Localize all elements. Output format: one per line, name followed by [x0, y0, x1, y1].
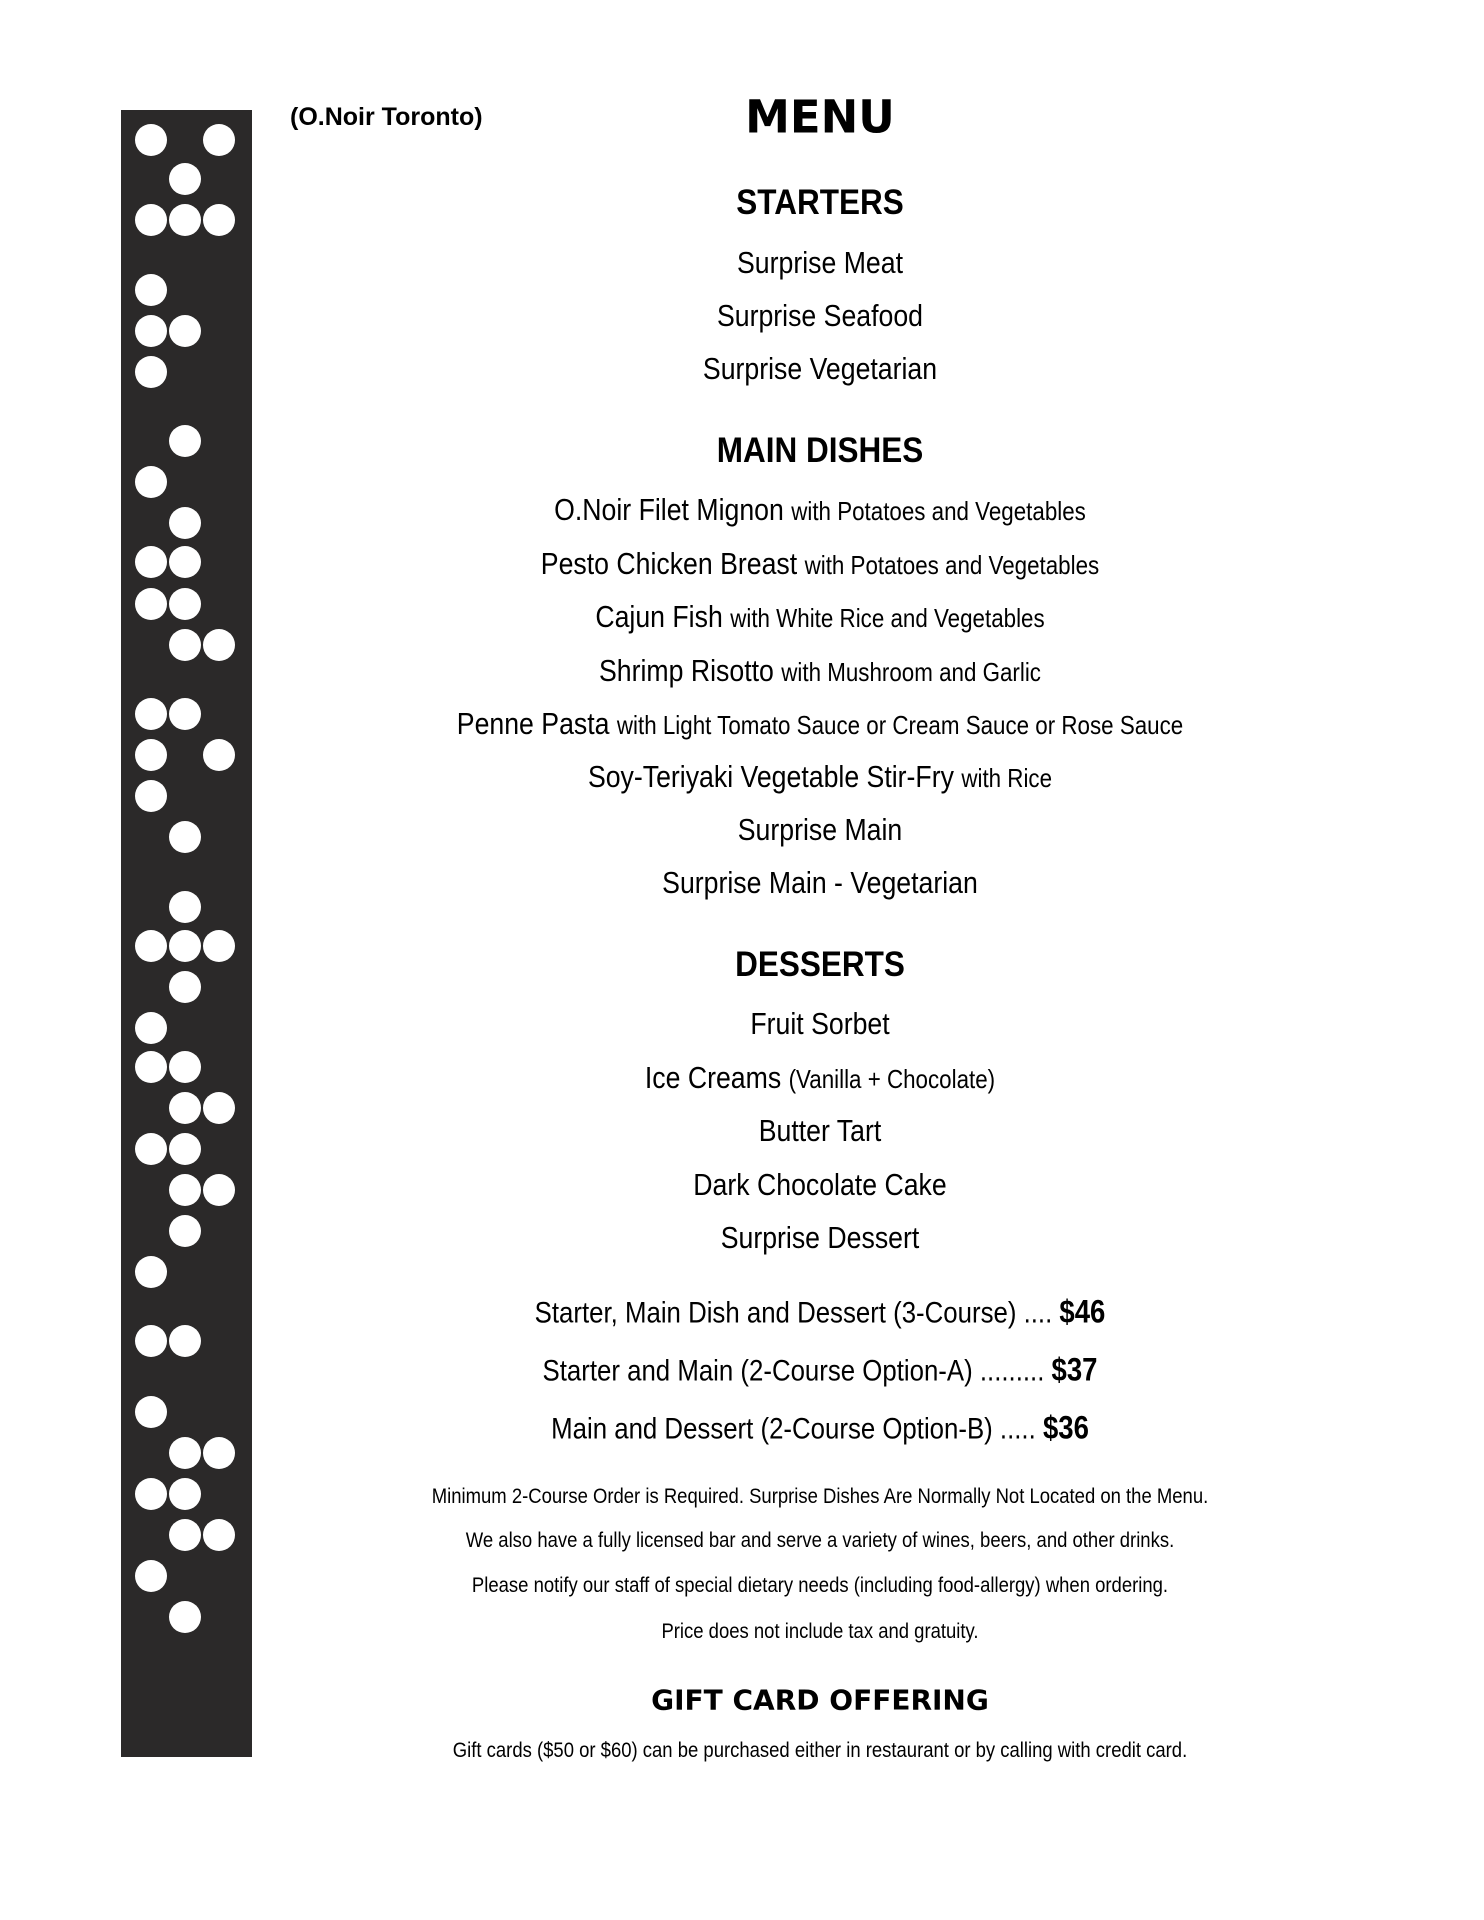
- price-value: $46: [1059, 1293, 1106, 1330]
- restaurant-name: (O.Noir Toronto): [290, 103, 483, 131]
- gift-card-text: Gift cards ($50 or $60) can be purchased either in restaurant or by calling with credit card.: [452, 1739, 1188, 1762]
- item-name: Surprise Main - Vegetarian: [662, 865, 978, 900]
- menu-item: [373, 1006, 1267, 1042]
- braille-dot: [169, 315, 201, 347]
- menu-item: [373, 1060, 1267, 1096]
- menu-item: [373, 1220, 1267, 1256]
- item-detail: with Potatoes and Vegetables: [791, 496, 1086, 526]
- braille-dot: [169, 1601, 201, 1633]
- note-line: Minimum 2-Course Order is Required. Surprise Dishes Are Normally Not Located on the Menu.: [431, 1485, 1209, 1508]
- braille-dot: [135, 698, 167, 730]
- item-name: Pesto Chicken Breast: [540, 546, 798, 581]
- braille-dot: [203, 739, 235, 771]
- menu-content: [300, 0, 1340, 1920]
- braille-dot: [135, 588, 167, 620]
- braille-dot: [203, 629, 235, 661]
- braille-dot: [135, 546, 167, 578]
- item-name: Surprise Vegetarian: [702, 351, 938, 386]
- braille-dot: [135, 124, 167, 156]
- main-dishes-heading: MAIN DISHES: [716, 431, 924, 470]
- braille-dot: [203, 930, 235, 962]
- braille-dot: [169, 821, 201, 853]
- braille-dot: [203, 1092, 235, 1124]
- item-name: Penne Pasta: [456, 706, 610, 741]
- gift-card-heading: GIFT CARD OFFERING: [651, 1683, 989, 1717]
- braille-dot: [135, 1256, 167, 1288]
- item-name: Surprise Dessert: [720, 1220, 920, 1255]
- braille-dot: [135, 204, 167, 236]
- braille-dot: [203, 124, 235, 156]
- price-value: $36: [1042, 1409, 1089, 1446]
- item-detail: with Potatoes and Vegetables: [804, 550, 1100, 580]
- item-name: Cajun Fish: [595, 599, 723, 634]
- braille-dots-graphic: [121, 110, 252, 1757]
- braille-dot: [169, 425, 201, 457]
- menu-item: [373, 245, 1267, 281]
- braille-dot: [135, 1133, 167, 1165]
- braille-dot: [169, 1133, 201, 1165]
- braille-dot: [169, 698, 201, 730]
- braille-dot: [203, 1174, 235, 1206]
- braille-dot: [169, 163, 201, 195]
- braille-dot: [169, 930, 201, 962]
- price-value: $37: [1051, 1351, 1098, 1388]
- braille-dot: [135, 356, 167, 388]
- braille-dot: [135, 1396, 167, 1428]
- braille-dot: [135, 1560, 167, 1592]
- braille-dot: [169, 546, 201, 578]
- price-label: Main and Dessert (2-Course Option-B) .....: [551, 1412, 1036, 1446]
- item-name: O.Noir Filet Mignon: [554, 492, 784, 527]
- price-line: [373, 1294, 1267, 1331]
- menu-item: [373, 865, 1267, 901]
- braille-dot: [169, 891, 201, 923]
- menu-item: [373, 1167, 1267, 1203]
- menu-item: [373, 492, 1267, 528]
- braille-dot: [169, 1051, 201, 1083]
- item-name: Shrimp Risotto: [599, 653, 774, 688]
- item-name: Soy-Teriyaki Vegetable Stir-Fry: [587, 759, 954, 794]
- item-detail: with Mushroom and Garlic: [781, 657, 1041, 687]
- braille-dot: [203, 1437, 235, 1469]
- braille-dot: [135, 1012, 167, 1044]
- starters-heading: STARTERS: [736, 183, 904, 222]
- braille-dot: [135, 466, 167, 498]
- price-line: [373, 1410, 1267, 1447]
- menu-item: [373, 599, 1267, 635]
- menu-item: [373, 706, 1267, 742]
- braille-dot: [169, 1519, 201, 1551]
- item-name: Ice Creams: [644, 1060, 782, 1095]
- item-name: Surprise Seafood: [716, 298, 923, 333]
- item-detail: with White Rice and Vegetables: [730, 603, 1045, 633]
- braille-dot: [169, 507, 201, 539]
- price-label: Starter, Main Dish and Dessert (3-Course) ....: [534, 1296, 1053, 1330]
- braille-dot: [169, 971, 201, 1003]
- item-name: Surprise Meat: [737, 245, 903, 280]
- menu-item: [373, 759, 1267, 795]
- menu-item: [373, 546, 1267, 582]
- item-name: Fruit Sorbet: [750, 1006, 890, 1041]
- menu-item: [373, 298, 1267, 334]
- braille-decoration-strip: [121, 110, 252, 1757]
- braille-dot: [135, 739, 167, 771]
- price-label: Starter and Main (2-Course Option-A) .........: [542, 1354, 1045, 1388]
- item-name: Butter Tart: [758, 1113, 882, 1148]
- braille-dot: [135, 1478, 167, 1510]
- note-line: Please notify our staff of special dietary needs (including food-allergy) when ordering.: [471, 1574, 1169, 1597]
- braille-dot: [169, 204, 201, 236]
- braille-dot: [169, 1437, 201, 1469]
- braille-dot: [169, 629, 201, 661]
- item-name: Dark Chocolate Cake: [693, 1167, 947, 1202]
- braille-dot: [135, 274, 167, 306]
- braille-dot: [203, 1519, 235, 1551]
- item-name: Surprise Main: [737, 812, 903, 847]
- item-detail: with Rice: [961, 763, 1053, 793]
- braille-dot: [135, 1051, 167, 1083]
- braille-dot: [135, 1325, 167, 1357]
- menu-item: [373, 653, 1267, 689]
- braille-dot: [169, 1325, 201, 1357]
- braille-dot: [135, 780, 167, 812]
- menu-item: [373, 1113, 1267, 1149]
- item-detail: (Vanilla + Chocolate): [788, 1064, 996, 1094]
- menu-item: [373, 812, 1267, 848]
- desserts-heading: DESSERTS: [735, 945, 905, 984]
- item-detail: with Light Tomato Sauce or Cream Sauce or Rose Sauce: [616, 710, 1184, 740]
- braille-dot: [169, 1174, 201, 1206]
- braille-dot: [135, 930, 167, 962]
- price-line: [373, 1352, 1267, 1389]
- note-line: Price does not include tax and gratuity.: [661, 1620, 979, 1643]
- braille-dot: [169, 588, 201, 620]
- menu-item: [373, 351, 1267, 387]
- braille-dot: [135, 315, 167, 347]
- braille-dot: [169, 1478, 201, 1510]
- braille-dot: [203, 204, 235, 236]
- braille-dot: [169, 1215, 201, 1247]
- menu-title: MENU: [745, 90, 895, 144]
- braille-dot: [169, 1092, 201, 1124]
- note-line: We also have a fully licensed bar and serve a variety of wines, beers, and other drinks.: [465, 1529, 1175, 1552]
